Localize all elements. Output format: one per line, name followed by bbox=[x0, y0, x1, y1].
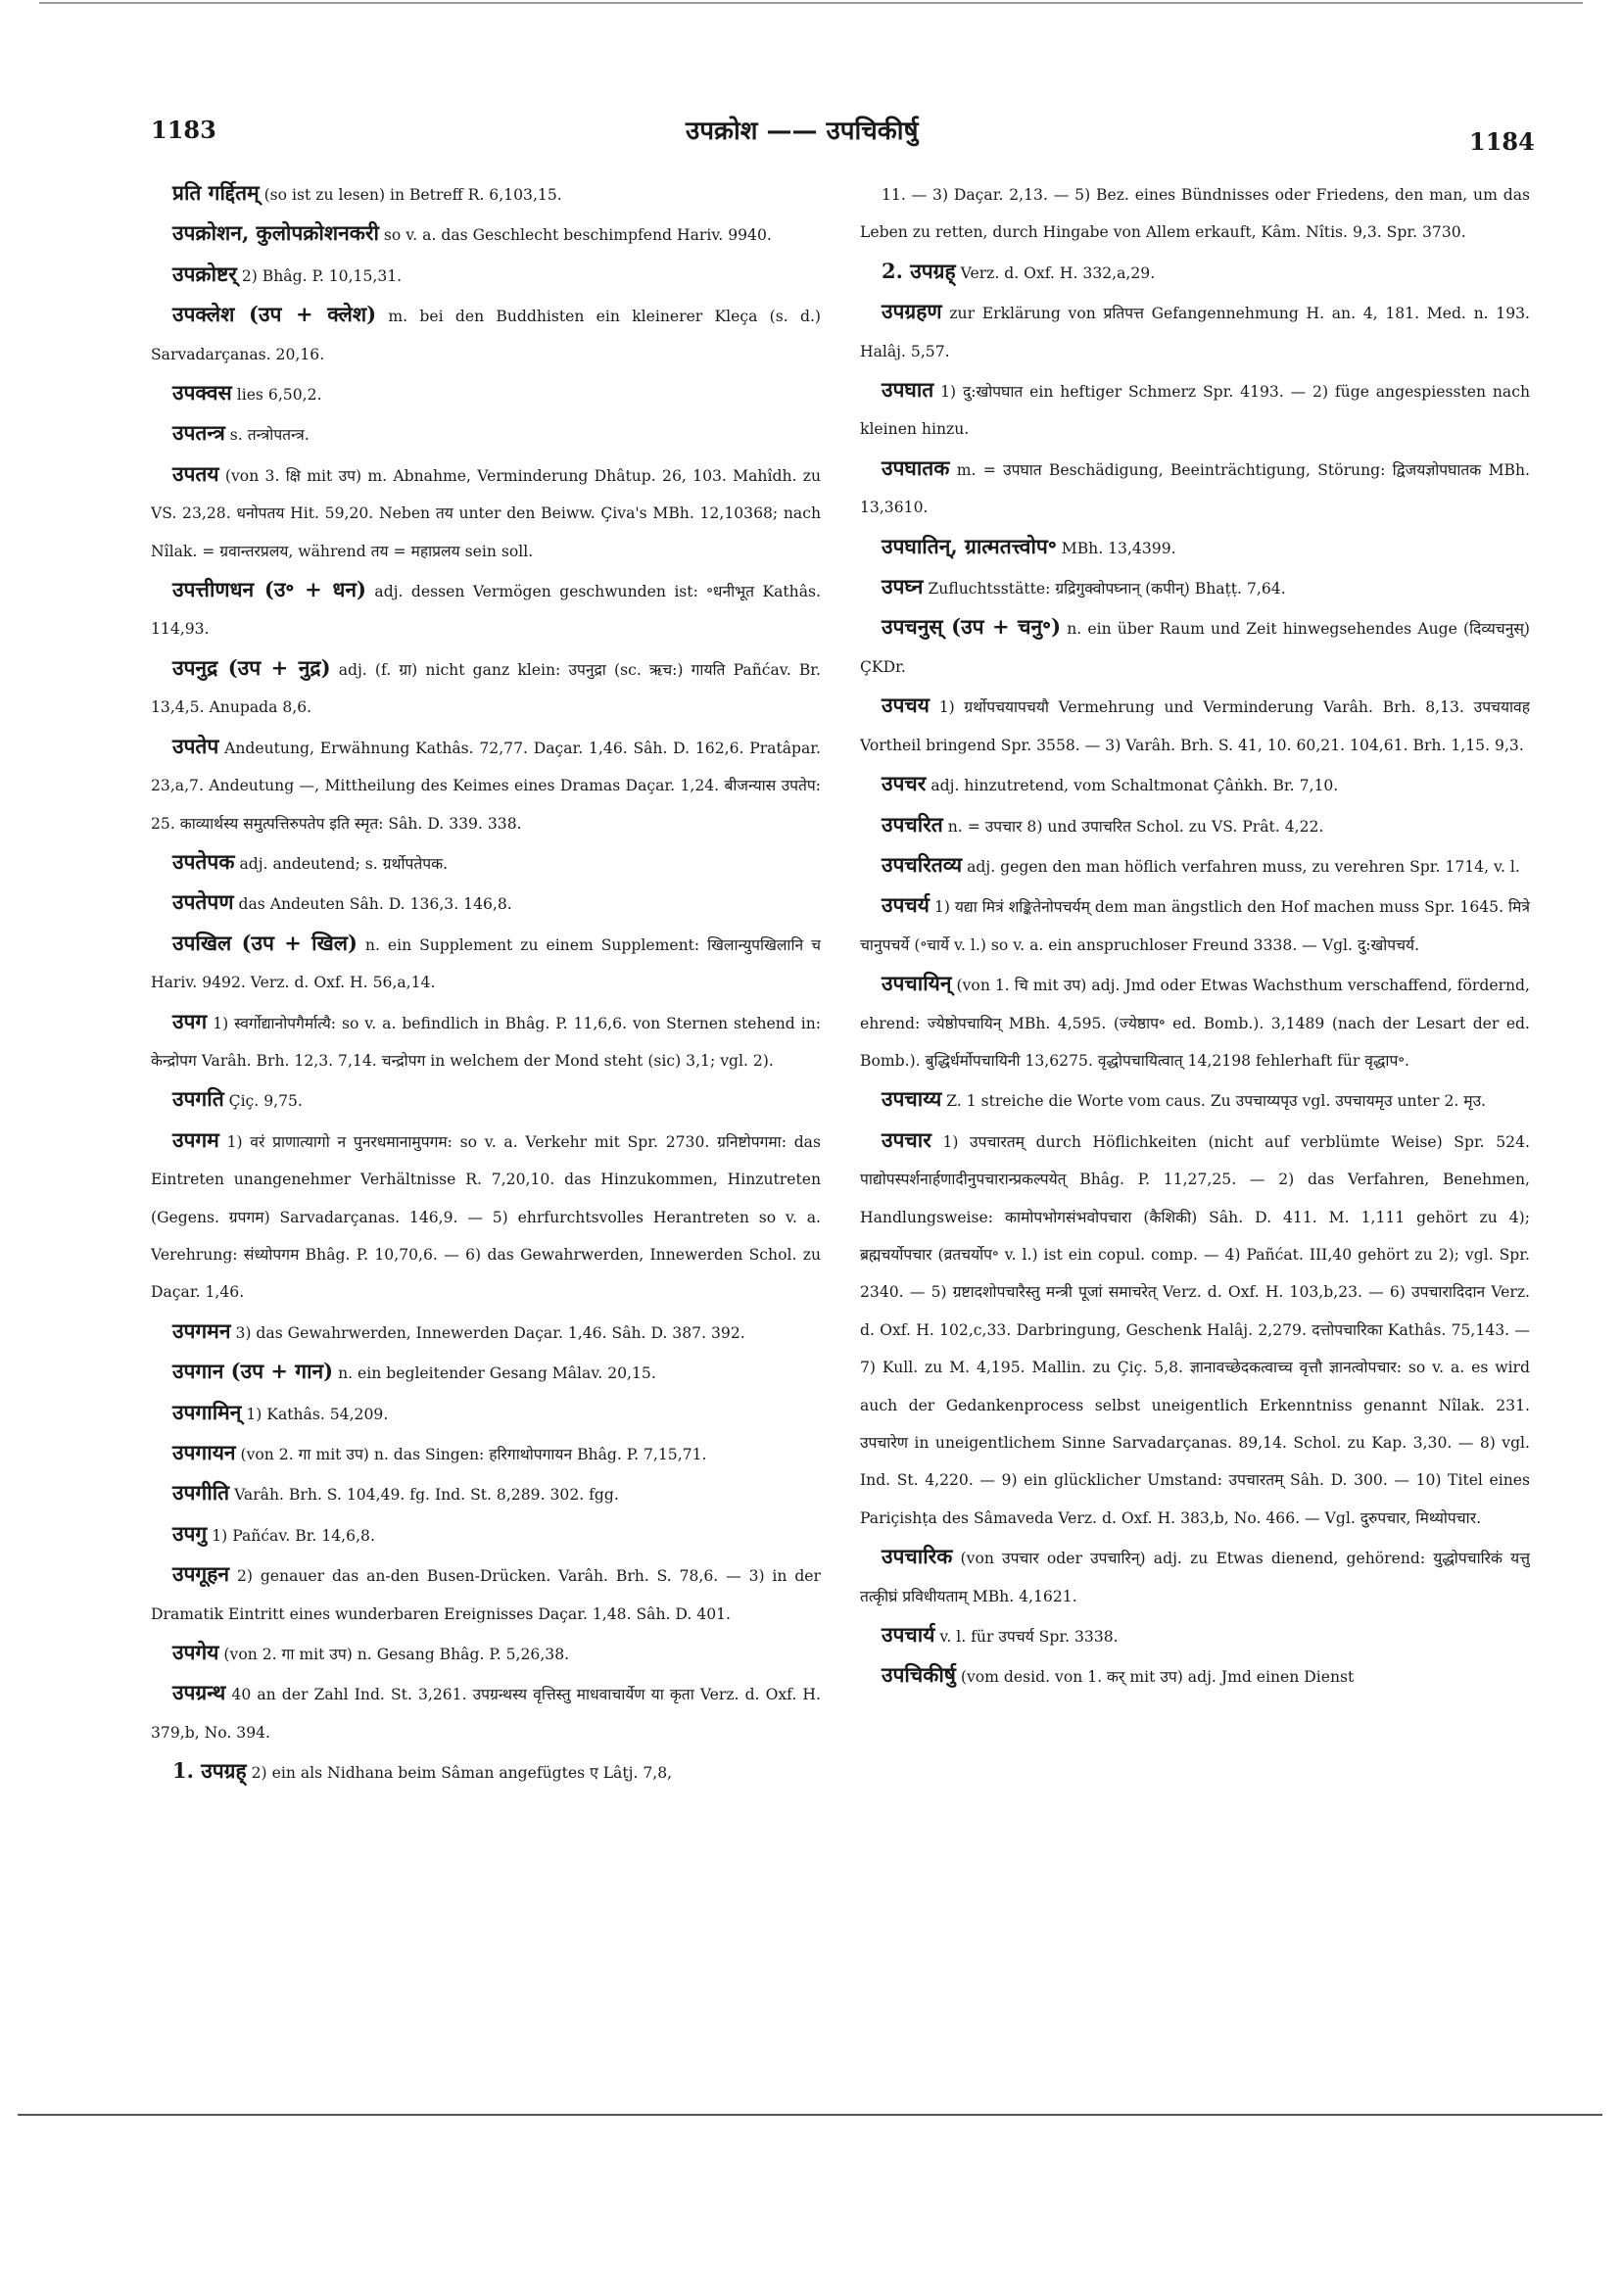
dictionary-entry bbox=[151, 728, 821, 842]
dictionary-entry bbox=[151, 1394, 821, 1433]
entry-headword: उपचर bbox=[882, 771, 927, 796]
entry-text: lies 6,50,2. bbox=[236, 386, 322, 405]
entry-headword: उपतन्त्र bbox=[172, 420, 225, 446]
dictionary-entry bbox=[860, 806, 1530, 845]
entry-text: (so ist zu lesen) in Betreff R. 6,103,15. bbox=[263, 186, 562, 204]
entry-headword: उपगु bbox=[172, 1520, 208, 1546]
entry-headword: उपघ्न bbox=[882, 574, 924, 599]
entry-headword: उपचनुस् (उप + चनु॰) bbox=[882, 614, 1062, 640]
entry-headword: उपगामिन् bbox=[172, 1399, 242, 1424]
entry-headword: 1. उपग्रह् bbox=[172, 1758, 247, 1784]
dictionary-entry bbox=[860, 1538, 1530, 1615]
entry-headword: उपचय bbox=[882, 693, 930, 718]
dictionary-entry bbox=[151, 1555, 821, 1633]
entry-text: adj. andeutend; s. ग्रर्थोपतेपक. bbox=[239, 854, 449, 873]
dictionary-entry bbox=[151, 884, 821, 923]
entry-text: 1) Kathâs. 54,209. bbox=[246, 1405, 389, 1423]
entry-headword: उपक्वस bbox=[172, 380, 232, 406]
dictionary-entry bbox=[860, 846, 1530, 885]
dictionary-entry bbox=[860, 608, 1530, 686]
entry-text: adj. dessen Vermögen geschwunden ist: ॰धनीभूत Kathâs. 114,93. bbox=[151, 583, 821, 639]
entry-text: v. l. für उपचर्य Spr. 3338. bbox=[939, 1628, 1119, 1647]
entry-text: Zufluchtsstätte: ग्रद्रिगुक्वोपघ्नान् (कपीन्) Bhaṭṭ. 7,64. bbox=[928, 580, 1286, 598]
dictionary-entry bbox=[151, 1634, 821, 1673]
entry-headword: उपग bbox=[172, 1008, 208, 1033]
entry-headword: उपघातिन्, ग्रात्मतत्त्वोप॰ bbox=[882, 533, 1057, 558]
entry-text: n. ein Supplement zu einem Supplement: खिलान्युपखिलानि च Hariv. 9492. Verz. d. Oxf. H. 56,a,14. bbox=[151, 935, 821, 992]
entry-headword: उपघात bbox=[882, 377, 934, 403]
dictionary-entry bbox=[860, 450, 1530, 527]
entry-text: 2) ein als Nidhana beim Sâman angefügtes ए Lâṭj. 7,8, bbox=[251, 1764, 673, 1783]
entry-text: (von 2. गा mit उप) n. Gesang Bhâg. P. 5,26,38. bbox=[223, 1646, 570, 1664]
entry-headword: उपग्रन्थ bbox=[172, 1680, 226, 1705]
bottom-rule bbox=[18, 2114, 1602, 2116]
entry-headword: उपत्तीणधन (उ॰ + धन) bbox=[172, 577, 366, 602]
entry-headword: उपचिकीर्षु bbox=[882, 1662, 956, 1688]
dictionary-entry bbox=[860, 253, 1530, 292]
entry-text: MBh. 13,4399. bbox=[1061, 539, 1176, 557]
dictionary-entry bbox=[151, 1434, 821, 1473]
entry-text: m. bei den Buddhisten ein kleinerer Kleça (s. d.) Sarvadarçanas. 20,16. bbox=[151, 308, 821, 363]
dictionary-entry bbox=[151, 1474, 821, 1513]
entry-text: 1) वरं प्राणात्यागो न पुनरधमानामुपगम: so v. a. Verkehr mit Spr. 2730. ग्रनिष्टोपगमा: das Eintreten unangenehmer Verhältnisse R. 7,20,10. das Hinzukommen, Hinzutreten (Gegens. ग्रपगम) Sarvadarçanas. 146,9. — 5) ehrfurchtsvolles Herantreten so v. a. Verehrung: संध्योपगम Bhâg. P. 10,70,6. — 6) das Gewahrwerden, Innewerden Schol. zu Daçar. 1,46. bbox=[151, 1132, 821, 1302]
entry-text: 3) das Gewahrwerden, Innewerden Daçar. 1,46. Sâh. D. 387. 392. bbox=[235, 1323, 745, 1342]
entry-text: 1) यद्या मित्रं शङ्कितेनोपचर्यम् dem man ängstlich den Hof machen muss Spr. 1645. मित्रे चानुपचर्ये (॰चार्ये v. l.) so v. a. ein anspruchloser Freund 3338. — Vgl. दु:खोपचर्य. bbox=[860, 898, 1530, 954]
entry-headword: उपचर्य bbox=[882, 892, 930, 918]
dictionary-entry bbox=[151, 215, 821, 254]
entry-text: adj. (f. ग्रा) nicht ganz klein: उपनुद्रा (sc. ऋच:) गायति Pañćav. Br. 13,4,5. Anupada 8,6. bbox=[151, 660, 821, 717]
dictionary-entry bbox=[151, 1003, 821, 1080]
right-column bbox=[860, 174, 1530, 2114]
entry-text: Çiç. 9,75. bbox=[228, 1092, 303, 1111]
left-column bbox=[151, 174, 821, 2114]
entry-headword: उपगीति bbox=[172, 1480, 230, 1506]
entry-headword: उपगमन bbox=[172, 1317, 231, 1343]
entry-headword: उपगूहन bbox=[172, 1561, 230, 1587]
entry-text: Verz. d. Oxf. H. 332,a,29. bbox=[960, 263, 1156, 282]
entry-text: 1) ग्रर्थोपचयापचयौ Vermehrung und Verminderung Varâh. Brh. 8,13. उपचयावह Vortheil bringend Spr. 3558. — 3) Varâh. Brh. S. 41, 10. 60,21. 104,61. Brh. 1,15. 9,3. bbox=[860, 698, 1530, 754]
dictionary-entry bbox=[151, 455, 821, 570]
entry-text: n. ein begleitender Gesang Mâlav. 20,15. bbox=[338, 1364, 656, 1383]
dictionary-entry bbox=[151, 1353, 821, 1392]
entry-text: 1) दु:खोपघात ein heftiger Schmerz Spr. 4193. — 2) füge angespiessten nach kleinen hinzu. bbox=[860, 383, 1530, 439]
entry-text: adj. gegen den man höflich verfahren muss, zu verehren Spr. 1714, v. l. bbox=[967, 857, 1520, 876]
entry-text: m. = उपघात Beschädigung, Beeinträchtigung, Störung: द्विजयज्ञोपघातक MBh. 13,3610. bbox=[860, 460, 1530, 517]
entry-text: (vom desid. von 1. कर् mit उप) adj. Jmd einen Dienst bbox=[960, 1668, 1355, 1687]
entry-text: so v. a. das Geschlecht beschimpfend Hariv. 9940. bbox=[383, 226, 772, 245]
entry-text: 2) Bhâg. P. 10,15,31. bbox=[241, 266, 403, 285]
dictionary-entry bbox=[151, 1674, 821, 1751]
dictionary-entry bbox=[860, 528, 1530, 567]
entry-headword: 2. उपग्रह् bbox=[882, 258, 956, 283]
entry-text: Z. 1 streiche die Worte vom caus. Zu उपचाय्यपृउ vgl. उपचायमृउ unter 2. मृउ. bbox=[946, 1092, 1487, 1111]
dictionary-entry bbox=[151, 174, 821, 214]
dictionary-entry bbox=[860, 1122, 1530, 1537]
entry-text: Varâh. Brh. S. 104,49. fg. Ind. St. 8,289. 302. fgg. bbox=[234, 1486, 619, 1505]
entry-headword: उपक्लेश (उप + क्लेश) bbox=[172, 302, 377, 327]
dictionary-entry bbox=[860, 886, 1530, 964]
dictionary-entry bbox=[860, 293, 1530, 370]
entry-headword: उपगान (उप + गान) bbox=[172, 1359, 334, 1384]
dictionary-entry bbox=[151, 374, 821, 413]
entry-text: n. = उपचार 8) und उपाचरित Schol. zu VS. Prât. 4,22. bbox=[947, 817, 1324, 836]
entry-text: s. तन्त्रोपतन्त्र. bbox=[229, 426, 310, 445]
entry-text: 11. — 3) Daçar. 2,13. — 5) Bez. eines Bündnisses oder Friedens, den man, um das Leben zu retten, durch Hingabe von Allem erkauft, Kâm. Nîtis. 9,3. Spr. 3730. bbox=[860, 186, 1530, 242]
dictionary-entry bbox=[151, 296, 821, 373]
dictionary-entry bbox=[151, 1313, 821, 1352]
entry-headword: उपतय bbox=[172, 460, 219, 486]
entry-headword: उपघातक bbox=[882, 454, 950, 480]
entry-text: 1) स्वर्गोद्यानोपगैर्मात्यै: so v. a. befindlich in Bhâg. P. 11,6,6. von Sternen stehend in: केन्द्रोपग Varâh. Brh. 12,3. 7,14. चन्द्रोपग in welchem der Mond steht (sic) 3,1; vgl. 2). bbox=[151, 1014, 821, 1070]
dictionary-entry bbox=[860, 965, 1530, 1079]
entry-headword: उपनुद्र (उप + नुद्र) bbox=[172, 654, 331, 680]
entry-text: (von 2. गा mit उप) n. das Singen: हरिगाथोपगायन Bhâg. P. 7,15,71. bbox=[240, 1446, 707, 1463]
dictionary-entry bbox=[860, 371, 1530, 449]
entry-headword: उपगायन bbox=[172, 1440, 236, 1464]
entry-headword: उपतेपक bbox=[172, 848, 235, 874]
entry-headword: उपचाय्य bbox=[882, 1086, 942, 1112]
page-number-left: 1183 bbox=[151, 116, 216, 144]
entry-headword: उपग्रहण bbox=[882, 299, 942, 324]
dictionary-entry bbox=[151, 925, 821, 1002]
entry-headword: उपगति bbox=[172, 1086, 224, 1112]
dictionary-entry bbox=[860, 765, 1530, 804]
dictionary-entry bbox=[860, 1080, 1530, 1120]
entry-text: 1) Pañćav. Br. 14,6,8. bbox=[212, 1526, 375, 1545]
page-header bbox=[0, 108, 1622, 157]
entry-headword: उपचार bbox=[882, 1126, 931, 1152]
dictionary-entry bbox=[151, 256, 821, 295]
entry-headword: उपगेय bbox=[172, 1640, 219, 1665]
dictionary-entry bbox=[860, 687, 1530, 764]
dictionary-entry bbox=[151, 1752, 821, 1792]
dictionary-entry bbox=[151, 1122, 821, 1312]
entry-text: n. ein über Raum und Zeit hinwegsehendes Auge (दिव्यचनुस्) ÇKDr. bbox=[860, 620, 1530, 676]
entry-text: Andeutung, Erwähnung Kathâs. 72,77. Daçar. 1,46. Sâh. D. 162,6. Pratâpar. 23,a,7. Andeutung —, Mittheilung des Keimes eines Dramas Daçar. 1,24. बीजन्यास उपतेप: 25. काव्यार्थस्य समुत्पत्तिरुपतेप इति स्मृत: Sâh. D. 339. 338. bbox=[151, 739, 821, 833]
entry-text: (von 3. क्षि mit उप) m. Abnahme, Verminderung Dhâtup. 26, 103. Mahîdh. zu VS. 23,28. धनोपतय Hit. 59,20. Neben तय unter den Beiww. Çiva's MBh. 12,10368; nach Nîlak. = ग्रवान्तरप्रलय, während तय = महाप्रलय sein soll. bbox=[151, 466, 821, 560]
dictionary-entry bbox=[151, 571, 821, 648]
entry-text: 2) genauer das an-den Busen-Drücken. Varâh. Brh. S. 78,6. — 3) in der Dramatik Eintritt eines wunderbaren Ereignisses Daçar. 1,48. Sâh. D. 401. bbox=[151, 1567, 821, 1623]
entry-headword: उपचायिन् bbox=[882, 971, 952, 996]
dictionary-entry bbox=[151, 414, 821, 454]
entry-headword: उपचरितव्य bbox=[882, 851, 963, 877]
entry-headword: उपचार्य bbox=[882, 1622, 935, 1648]
entry-text: 40 an der Zahl Ind. St. 3,261. उपग्रन्थस्य वृत्तिस्तु माधवाचार्येण या कृता Verz. d. Oxf. H. 379,b, No. 394. bbox=[151, 1686, 821, 1742]
dictionary-entry bbox=[151, 649, 821, 727]
entry-headword: उपचारिक bbox=[882, 1544, 953, 1569]
entry-headword: उपतेपण bbox=[172, 889, 234, 915]
entry-text: adj. hinzutretend, vom Schaltmonat Çâṅkh. Br. 7,10. bbox=[930, 777, 1339, 795]
entry-headword: उपक्रोष्टर् bbox=[172, 261, 237, 286]
dictionary-entry bbox=[860, 568, 1530, 607]
entry-text: (von 1. चि mit उप) adj. Jmd oder Etwas Wachsthum verschaffend, fördernd, ehrend: ज्येष्ठोपचायिन् MBh. 4,595. (ज्येष्ठाप॰ ed. Bomb.). 3,1489 (nach der Lesart der ed. Bomb.). बुद्धिर्धर्मोपचायिनी 13,6275. वृद्धोपचायित्वात् 14,2198 fehlerhaft für वृद्धाप॰. bbox=[860, 977, 1530, 1070]
entry-headword: उपतेप bbox=[172, 733, 219, 758]
entry-text: 1) उपचारतम् durch Höflichkeiten (nicht auf verblümte Weise) Spr. 524. पाद्योपस्पर्शनार्हणादीनुपचारान्प्रकल्पयेत् Bhâg. P. 11,27,25. — 2) das Verfahren, Benehmen, Handlungsweise: कामोपभोगसंभवोपचारा (कैशिकी) Sâh. D. 411. M. 1,111 gehört zu 4); ब्रह्मचर्योपचार (व्रतचर्योप॰ v. l.) ist ein copul. comp. — 4) Pañćat. III,40 gehört zu 2); vgl. Spr. 2340. — 5) ग्रष्टादशोपचारैस्तु मन्त्री पूजां समाचरेत् Verz. d. Oxf. H. 103,b,23. — 6) उपचारादिदान Verz. d. Oxf. H. 102,c,33. Darbringung, Geschenk Halâj. 2,279. दत्तोपचारिका Kathâs. 75,143. — 7) Kull. zu M. 4,195. Mallin. zu Çiç. 5,8. ज्ञानावच्छेदकत्वाच्च वृत्तौ ज्ञानत्वोपचार: so v. a. es wird auch der Gedankenprocess selbst uneigentlich Erkenntniss genannt Nîlak. 231. उपचारेण in uneigentlichem Sinne Sarvadarçanas. 89,14. Schol. zu Kap. 3,30. — 8) vgl. Ind. St. 4,220. — 9) ein glücklicher Umstand: उपचारतम् Sâh. D. 300. — 10) Titel eines Pariçishṭa des Sâmaveda Verz. d. Oxf. H. 383,b, No. 466. — Vgl. दुरुपचार, मिथ्योपचार. bbox=[860, 1132, 1530, 1527]
page-number-right: 1184 bbox=[1469, 127, 1535, 156]
entry-headword: प्रति गर्द्दितम् bbox=[172, 180, 260, 205]
dictionary-entry bbox=[860, 174, 1530, 252]
running-head: उपक्रोश —— उपचिकीर्षु bbox=[686, 117, 919, 146]
entry-headword: उपक्रोशन, कुलोपक्रोशनकरी bbox=[172, 220, 379, 246]
entry-text: (von उपचार oder उपचारिन्) adj. zu Etwas dienend, gehörend: युद्धोपचारिकं यत्तु तत्कृीघ्रं प्रविधीयताम् MBh. 4,1621. bbox=[860, 1550, 1530, 1605]
entry-headword: उपचरित bbox=[882, 811, 943, 837]
dictionary-entry bbox=[151, 1515, 821, 1555]
dictionary-entry bbox=[151, 1080, 821, 1120]
entry-text: zur Erklärung von प्रतिपत्त Gefangennehmung H. an. 4, 181. Med. n. 193. Halâj. 5,57. bbox=[860, 305, 1530, 360]
top-rule bbox=[39, 2, 1583, 4]
dictionary-entry bbox=[860, 1616, 1530, 1655]
dictionary-entry bbox=[151, 843, 821, 883]
entry-headword: उपगम bbox=[172, 1126, 219, 1152]
entry-headword: उपखिल (उप + खिल) bbox=[172, 930, 358, 955]
dictionary-entry bbox=[860, 1656, 1530, 1696]
entry-text: das Andeuten Sâh. D. 136,3. 146,8. bbox=[238, 895, 512, 914]
